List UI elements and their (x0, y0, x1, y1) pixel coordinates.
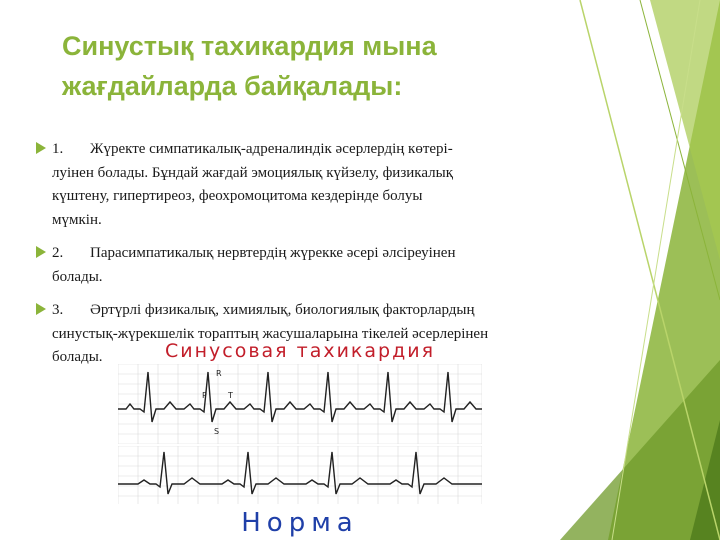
item-number: 1. (52, 141, 64, 157)
ecg-wave-label-r: R (216, 369, 222, 378)
list-item (36, 242, 596, 289)
item-text-line: Әртүрлі физикалық, химиялық, биологиялық факторлардың (90, 302, 475, 318)
ecg-trace (118, 372, 482, 422)
ecg-figure (118, 340, 482, 540)
ecg-bottom-label: Норма (241, 508, 359, 538)
list-item (36, 138, 596, 232)
item-text-line: күштену, гипертиреоз, феохромоцитома кездерінде болуы (52, 188, 423, 204)
ecg-top-label: Синусовая тахикардия (164, 340, 436, 362)
bullet-arrow-icon (36, 246, 46, 258)
bullet-arrow-icon (36, 303, 46, 315)
title-line-1: Синустық тахикардия мына (62, 31, 437, 61)
item-text-line: болады. (52, 349, 103, 365)
item-text-line: болады. (52, 268, 103, 285)
item-text-line: мүмкін. (52, 211, 102, 228)
item-text-line: Жүректе симпатикалық-адреналиндік әсерлердің көтері- (90, 141, 453, 157)
title-line-2: жағдайларда байқалады: (62, 71, 403, 101)
ecg-wave-label-s: S (214, 427, 220, 436)
ecg-wave-label-t: T (228, 391, 233, 400)
item-number: 3. (52, 302, 64, 318)
ecg-grid (118, 446, 482, 504)
item-number: 2. (52, 245, 64, 261)
item-text-line: синустық-жүрекшелік торaптың жасушаларына тікелей әсерлерінен (52, 325, 489, 342)
ecg-strip-normal (118, 446, 482, 504)
slide-title (62, 26, 582, 106)
item-text-line: Парасимпатикалық нервтердің жүрекке әсері әлсіреуінен (90, 245, 456, 261)
ecg-trace (118, 452, 482, 494)
ecg-strip-tachycardia (118, 364, 482, 444)
item-text-line: луінен болады. Бұндай жағдай эмоциялық күйзелу, физикалық (52, 164, 453, 181)
bullet-arrow-icon (36, 142, 46, 154)
ecg-wave-label-p: P (202, 391, 207, 400)
